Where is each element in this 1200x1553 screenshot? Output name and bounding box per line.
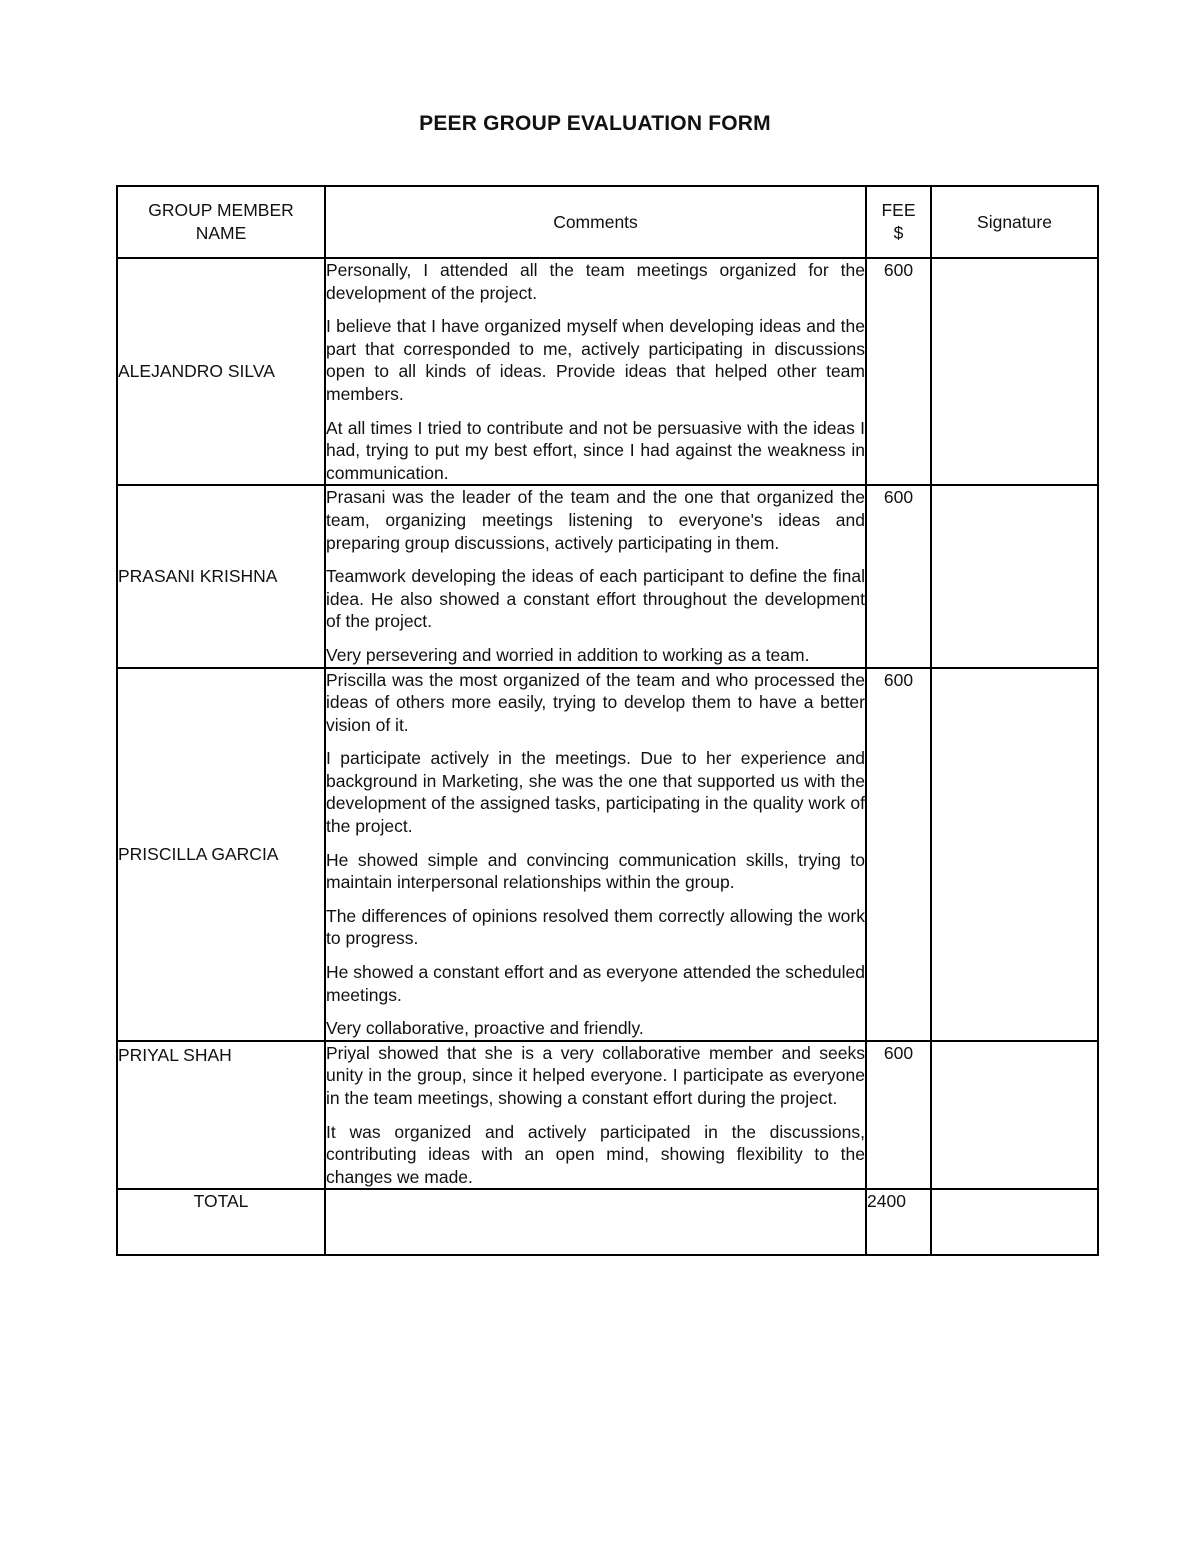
member-name: PRISCILLA GARCIA	[117, 668, 325, 1041]
peer-evaluation-table	[116, 185, 1099, 1256]
table-header-row	[117, 186, 1098, 258]
comment-paragraph: I participate actively in the meetings. Due to her experience and background in Marketing, she was the one that supported us with the development of the assigned tasks, participating in the quality work of the project.	[326, 748, 865, 837]
total-label: TOTAL	[117, 1189, 325, 1255]
header-signature: Signature	[931, 186, 1098, 258]
total-row	[117, 1189, 1098, 1255]
header-fee-label: FEE	[881, 200, 916, 221]
comment-paragraph: He showed a constant effort and as everyone attended the scheduled meetings.	[326, 962, 865, 1005]
comment-paragraph: He showed simple and convincing communication skills, trying to maintain interpersonal relationships within the group.	[326, 849, 865, 893]
member-fee: 600	[866, 1041, 931, 1190]
member-name: PRASANI KRISHNA	[117, 485, 325, 667]
member-comments	[325, 668, 866, 1041]
header-fee	[866, 186, 931, 258]
comment-paragraph: Personally, I attended all the team meetings organized for the development of the project.	[326, 260, 865, 303]
signature-field[interactable]	[931, 258, 1098, 485]
comment-paragraph: At all times I tried to contribute and not be persuasive with the ideas I had, trying to put my best effort, since I had against the weakness in communication.	[326, 417, 865, 483]
member-name: PRIYAL SHAH	[117, 1041, 325, 1190]
comment-paragraph: Priyal showed that she is a very collaborative member and seeks unity in the group, since it helped everyone. I participate as everyone in the team meetings, showing a constant effort during the project.	[326, 1042, 865, 1108]
header-fee-currency: $	[893, 223, 904, 243]
member-name: ALEJANDRO SILVA	[117, 258, 325, 485]
comment-paragraph: I believe that I have organized myself when developing ideas and the part that corresponded to me, actively participating in discussions open to all kinds of ideas. Provide ideas that helped other team members.	[326, 316, 865, 404]
member-comments	[325, 258, 866, 485]
table-row	[117, 668, 1098, 1041]
comment-paragraph: It was organized and actively participated in the discussions, contributing ideas with an open mind, showing flexibility to the changes we made.	[326, 1121, 865, 1187]
page-title: PEER GROUP EVALUATION FORM	[419, 112, 771, 135]
table-row	[117, 258, 1098, 485]
member-comments	[325, 1041, 866, 1190]
header-group-member-name: GROUP MEMBER NAME	[117, 186, 325, 258]
member-fee: 600	[866, 668, 931, 1041]
signature-field[interactable]	[931, 668, 1098, 1041]
comment-paragraph: The differences of opinions resolved them correctly allowing the work to progress.	[326, 905, 865, 949]
member-fee: 600	[866, 485, 931, 667]
signature-field[interactable]	[931, 1041, 1098, 1190]
comment-paragraph: Very persevering and worried in addition to working as a team.	[326, 644, 810, 665]
total-fee: 2400	[866, 1189, 931, 1255]
comment-paragraph: Prasani was the leader of the team and the one that organized the team, organizing meetings listening to everyone's ideas and preparing group discussions, actively participating in them.	[326, 487, 865, 553]
total-comments	[325, 1189, 866, 1255]
signature-field[interactable]	[931, 485, 1098, 667]
header-comments: Comments	[325, 186, 866, 258]
member-comments	[325, 485, 866, 667]
table-row	[117, 1041, 1098, 1190]
comment-paragraph: Very collaborative, proactive and friendly.	[326, 1018, 644, 1039]
total-signature-field[interactable]	[931, 1189, 1098, 1255]
table-row	[117, 485, 1098, 667]
comment-paragraph: Priscilla was the most organized of the team and who processed the ideas of others more easily, trying to develop them to have a better vision of it.	[326, 669, 865, 735]
comment-paragraph: Teamwork developing the ideas of each participant to define the final idea. He also showed a constant effort throughout the development of the project.	[326, 566, 865, 632]
member-fee: 600	[866, 258, 931, 485]
